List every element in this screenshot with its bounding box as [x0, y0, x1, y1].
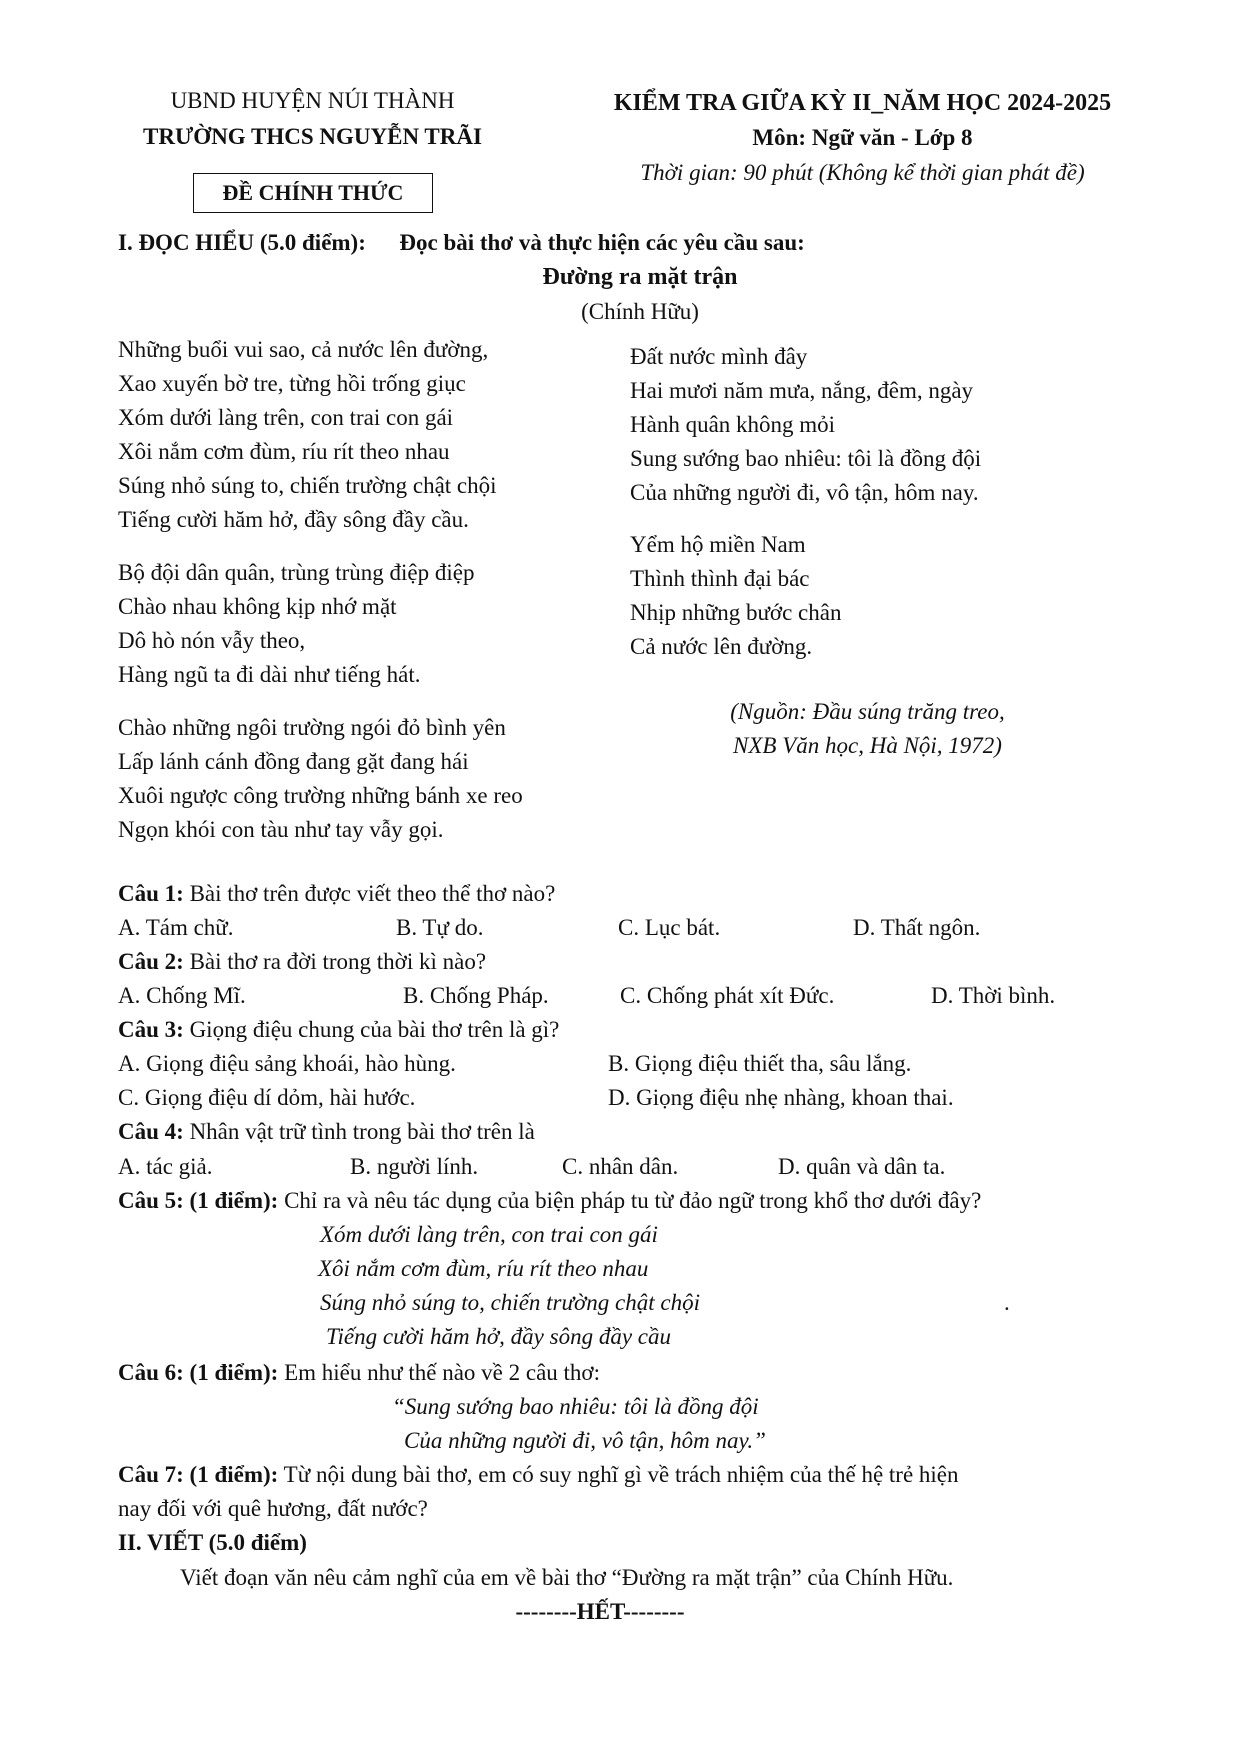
question-text: Nhân vật trữ tình trong bài thơ trên là: [183, 1119, 535, 1144]
quote-line: Xôi nắm cơm đùm, ríu rít theo nhau: [318, 1256, 649, 1281]
option-b: B. người lính.: [350, 1154, 479, 1179]
poem-line: Đất nước mình đây: [630, 344, 808, 369]
question-label: Câu 7: (1 điểm):: [118, 1462, 279, 1487]
section1-heading: [118, 230, 805, 256]
question-3-options-row2: [118, 1081, 1168, 1115]
question-text: Em hiểu như thế nào về 2 câu thơ:: [278, 1360, 600, 1385]
poem-title: Đường ra mặt trận: [542, 264, 738, 290]
poem-author: (Chính Hữu): [581, 299, 699, 324]
question-6-quote: [392, 1390, 766, 1458]
option-c: C. Lục bát.: [618, 915, 721, 940]
option-c: C. nhân dân.: [562, 1154, 679, 1179]
poem-line: Cả nước lên đường.: [630, 634, 813, 659]
poem-line: Chào nhau không kịp nhớ mặt: [118, 594, 397, 619]
option-c: C. Chống phát xít Đức.: [620, 983, 835, 1008]
question-text: Chỉ ra và nêu tác dụng của biện pháp tu từ đảo ngữ trong khổ thơ dưới đây?: [278, 1188, 982, 1213]
option-a: A. Chống Mĩ.: [118, 983, 246, 1008]
option-b: B. Chống Pháp.: [403, 983, 549, 1008]
poem-right-stanza-2: [630, 528, 841, 664]
poem-left-stanza-1: [118, 333, 497, 537]
official-exam-badge: ĐỀ CHÍNH THỨC: [193, 173, 433, 213]
option-d: D. Thời bình.: [931, 983, 1056, 1008]
option-a: A. tác giả.: [118, 1154, 213, 1179]
question-label: Câu 3:: [118, 1017, 184, 1042]
poem-line: Hàng ngũ ta đi dài như tiếng hát.: [118, 662, 421, 687]
quote-line: Tiếng cười hăm hở, đầy sông đầy cầu: [326, 1324, 671, 1349]
poem-left-stanza-2: [118, 556, 474, 692]
poem-line: Bộ đội dân quân, trùng trùng điệp điệp: [118, 560, 475, 585]
section2-heading: II. VIẾT (5.0 điểm): [118, 1530, 307, 1555]
department-name: UBND HUYỆN NÚI THÀNH: [170, 88, 455, 113]
question-4: [118, 1115, 535, 1149]
poem-line: Xóm dưới làng trên, con trai con gái: [118, 405, 454, 430]
section1-instruction: Đọc bài thơ và thực hiện các yêu cầu sau:: [399, 230, 805, 255]
school-name: TRƯỜNG THCS NGUYỄN TRÃI: [143, 124, 482, 149]
question-label: Câu 6: (1 điểm):: [118, 1360, 279, 1385]
poem-line: Dô hò nón vẫy theo,: [118, 628, 306, 653]
question-1: [118, 877, 555, 911]
poem-line: Lấp lánh cánh đồng đang gặt đang hái: [118, 749, 469, 774]
question-label: Câu 4:: [118, 1119, 184, 1144]
poem-line: Nhịp những bước chân: [630, 600, 842, 625]
time-line: Thời gian: 90 phút (Không kể thời gian phát đề): [640, 160, 1085, 185]
poem-line: Xôi nắm cơm đùm, ríu rít theo nhau: [118, 439, 450, 464]
option-d: D. Giọng điệu nhẹ nhàng, khoan thai.: [608, 1085, 954, 1110]
source-line: (Nguồn: Đầu súng trăng treo,: [730, 699, 1005, 724]
poem-line: Thình thình đại bác: [630, 566, 810, 591]
question-1-options: [118, 911, 1168, 945]
poem-left-stanza-3: [118, 711, 523, 847]
subject-line: Môn: Ngữ văn - Lớp 8: [752, 125, 973, 150]
option-a: A. Tám chữ.: [118, 915, 234, 940]
option-b: B. Tự do.: [396, 915, 484, 940]
question-text: Từ nội dung bài thơ, em có suy nghĩ gì về trách nhiệm của thế hệ trẻ hiện: [278, 1462, 959, 1487]
question-4-options: [118, 1150, 1168, 1184]
poem-line: Ngọn khói con tàu như tay vẫy gọi.: [118, 817, 444, 842]
poem-line: Súng nhỏ súng to, chiến trường chật chội: [118, 473, 497, 498]
question-7: [118, 1458, 959, 1492]
poem-line: Hai mươi năm mưa, nắng, đêm, ngày: [630, 378, 974, 403]
poem-line: Chào những ngôi trường ngói đỏ bình yên: [118, 715, 506, 740]
question-text: Giọng điệu chung của bài thơ trên là gì?: [183, 1017, 560, 1042]
poem-line: Sung sướng bao nhiêu: tôi là đồng đội: [630, 446, 982, 471]
question-label: Câu 1:: [118, 881, 184, 906]
question-label: Câu 5: (1 điểm):: [118, 1188, 279, 1213]
option-d: D. Thất ngôn.: [853, 915, 981, 940]
exam-title: KIỂM TRA GIỮA KỲ II_NĂM HỌC 2024-2025: [613, 90, 1112, 116]
question-3-options-row1: [118, 1047, 1168, 1081]
end-mark: --------HẾT--------: [515, 1599, 685, 1624]
poem-line: Xao xuyến bờ tre, từng hồi trống giục: [118, 371, 466, 396]
question-text: Bài thơ ra đời trong thời kì nào?: [183, 949, 487, 974]
poem-right-stanza-1: [630, 340, 981, 510]
option-b: B. Giọng điệu thiết tha, sâu lắng.: [608, 1051, 912, 1076]
stray-period: .: [1004, 1290, 1010, 1315]
option-d: D. quân và dân ta.: [778, 1154, 946, 1179]
question-5-quote: [320, 1218, 700, 1354]
quote-line: Súng nhỏ súng to, chiến trường chật chội: [320, 1290, 701, 1315]
poem-line: Những buổi vui sao, cả nước lên đường,: [118, 337, 489, 362]
source-line: NXB Văn học, Hà Nội, 1972): [733, 733, 1002, 758]
poem-source: [680, 695, 1055, 763]
poem-line: Tiếng cười hăm hở, đầy sông đầy cầu.: [118, 507, 469, 532]
section1-title: I. ĐỌC HIỂU (5.0 điểm):: [118, 230, 366, 255]
poem-line: Của những người đi, vô tận, hôm nay.: [630, 480, 979, 505]
quote-line: “Sung sướng bao nhiêu: tôi là đồng đội: [392, 1394, 759, 1419]
question-label: Câu 2:: [118, 949, 184, 974]
section2-task: Viết đoạn văn nêu cảm nghĩ của em về bài thơ “Đường ra mặt trận” của Chính Hữu.: [180, 1565, 954, 1590]
question-3: [118, 1013, 559, 1047]
question-text: Bài thơ trên được viết theo thể thơ nào?: [183, 881, 556, 906]
quote-line: Xóm dưới làng trên, con trai con gái: [320, 1222, 658, 1247]
question-6: [118, 1356, 600, 1390]
poem-line: Hành quân không mỏi: [630, 412, 836, 437]
option-c: C. Giọng điệu dí dỏm, hài hước.: [118, 1085, 416, 1110]
poem-line: Yểm hộ miền Nam: [630, 532, 806, 557]
question-5: [118, 1184, 981, 1218]
quote-line: Của những người đi, vô tận, hôm nay.”: [404, 1428, 766, 1453]
question-2-options: [118, 979, 1168, 1013]
question-7-continued: nay đối với quê hương, đất nước?: [118, 1496, 428, 1521]
option-a: A. Giọng điệu sảng khoái, hào hùng.: [118, 1051, 456, 1076]
poem-line: Xuôi ngược công trường những bánh xe reo: [118, 783, 523, 808]
question-2: [118, 945, 486, 979]
